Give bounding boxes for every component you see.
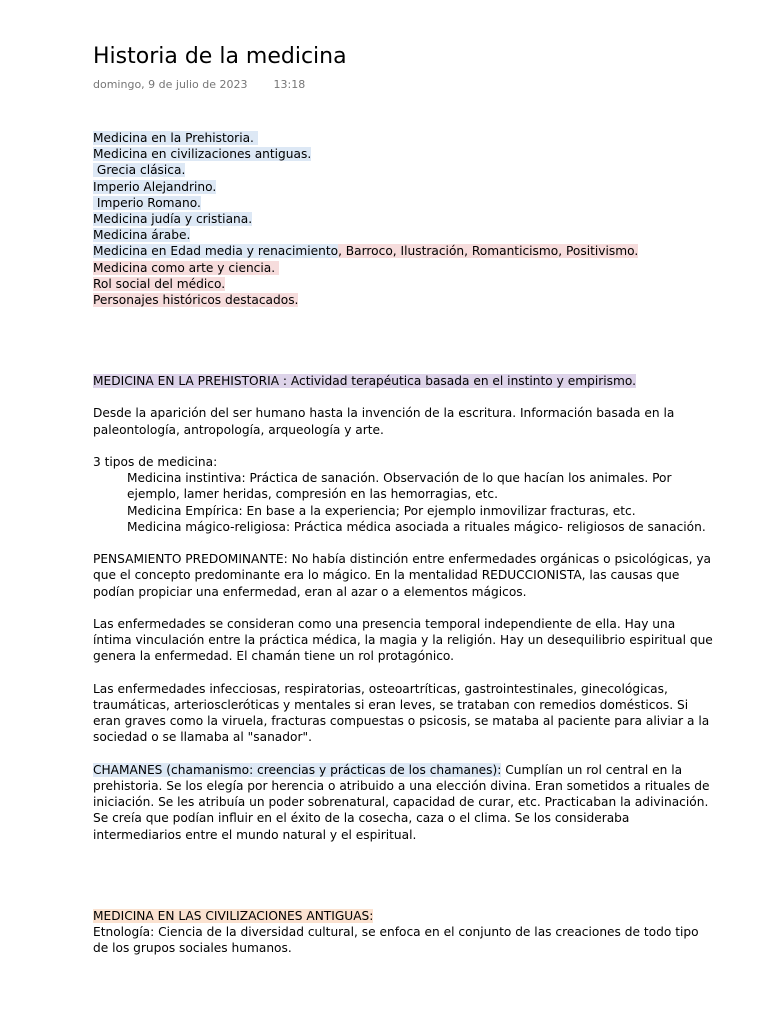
index-item: Grecia clásica. bbox=[93, 163, 186, 178]
paragraph-enfermedades-1: Las enfermedades se consideran como una presencia temporal independiente de ella. Hay una íntima vinculación entre la práctica médica, la magia y la religión. Hay un desequilibrio espiritual que genera la enfermedad. El chamán tiene un rol protagónico. bbox=[93, 617, 713, 664]
chamanes-text: Cumplían un rol central en la prehistoria. Se los elegía por herencia o atribuido a una elección divina. Eran sometidos a rituales de iniciación. Se les atribuía un poder sobrenatural, capacidad de curar, etc. Practicaban la adivinación. Se creía que podían influir en el éxito de la cosecha, caza o el clima. Se los consideraba intermediarios entre el mundo natural y el espiritual. bbox=[93, 762, 710, 842]
paragraph-enfermedades-2: Las enfermedades infecciosas, respiratorias, osteoartríticas, gastrointestinales, ginecológicas, traumáticas, arterioscleróticas y mentales si eran leves, se trataban con remedios domésticos. Si eran graves como la viruela, fracturas compuestas o psicosis, se mataba al paciente para aliviar a la sociedad o se llamaba al "sanador". bbox=[93, 681, 710, 745]
page-dateline bbox=[93, 78, 305, 91]
paragraph-etnologia: Etnología: Ciencia de la diversidad cultural, se enfoca en el conjunto de las creaciones de todo tipo de los grupos sociales humanos. bbox=[93, 924, 699, 956]
index-item: Imperio Alejandrino. bbox=[93, 179, 217, 194]
index-item: Medicina árabe. bbox=[93, 228, 191, 243]
type-item-empirica: Medicina Empírica: En base a la experiencia; Por ejemplo inmovilizar fracturas, etc. bbox=[127, 503, 636, 518]
type-item-magico-religiosa: Medicina mágico-religiosa: Práctica médica asociada a rituales mágico- religiosos de sanación. bbox=[127, 519, 706, 534]
index-item: Personajes históricos destacados. bbox=[93, 293, 299, 308]
index-item: Medicina como arte y ciencia. bbox=[93, 260, 279, 275]
page-date: domingo, 9 de julio de 2023 bbox=[93, 78, 248, 91]
index-item-continuation: , Barroco, Ilustración, Romanticismo, Positivismo. bbox=[338, 244, 639, 259]
type-item-instintiva: Medicina instintiva: Práctica de sanación. Observación de lo que hacían los animales. Por ejemplo, lamer heridas, compresión en las hemorragias, etc. bbox=[127, 471, 672, 502]
index-item: Medicina en civilizaciones antiguas. bbox=[93, 147, 312, 162]
paragraph-chamanes bbox=[93, 762, 713, 843]
index-item: Rol social del médico. bbox=[93, 276, 226, 291]
chamanes-label: CHAMANES (chamanismo: creencias y prácticas de los chamanes): bbox=[93, 762, 502, 777]
index-item: Imperio Romano. bbox=[93, 195, 201, 210]
paragraph-intro: Desde la aparición del ser humano hasta la invención de la escritura. Información basada en la paleontología, antropología, arqueología y arte. bbox=[93, 406, 675, 437]
types-title: 3 tipos de medicina: bbox=[93, 455, 218, 470]
note-body[interactable] bbox=[93, 130, 713, 956]
index-item: Medicina judía y cristiana. bbox=[93, 212, 253, 227]
page-title[interactable]: Historia de la medicina bbox=[93, 44, 347, 69]
index-item: Medicina en la Prehistoria. bbox=[93, 131, 258, 145]
index-item: Medicina en Edad media y renacimiento bbox=[93, 244, 339, 259]
section-heading-prehistoria: MEDICINA EN LA PREHISTORIA : Actividad terapéutica basada en el instinto y empirismo. bbox=[93, 374, 636, 389]
section-heading-antiguas: MEDICINA EN LAS CIVILIZACIONES ANTIGUAS: bbox=[93, 908, 374, 923]
page-time: 13:18 bbox=[273, 78, 306, 91]
index-list bbox=[93, 130, 713, 308]
paragraph-pensamiento: PENSAMIENTO PREDOMINANTE: No había distinción entre enfermedades orgánicas o psicológicas, ya que el concepto predominante era lo mágico. En la mentalidad REDUCCIONISTA, las causas que podían propiciar una enfermedad, eran al azar o a elementos mágicos. bbox=[93, 552, 712, 599]
